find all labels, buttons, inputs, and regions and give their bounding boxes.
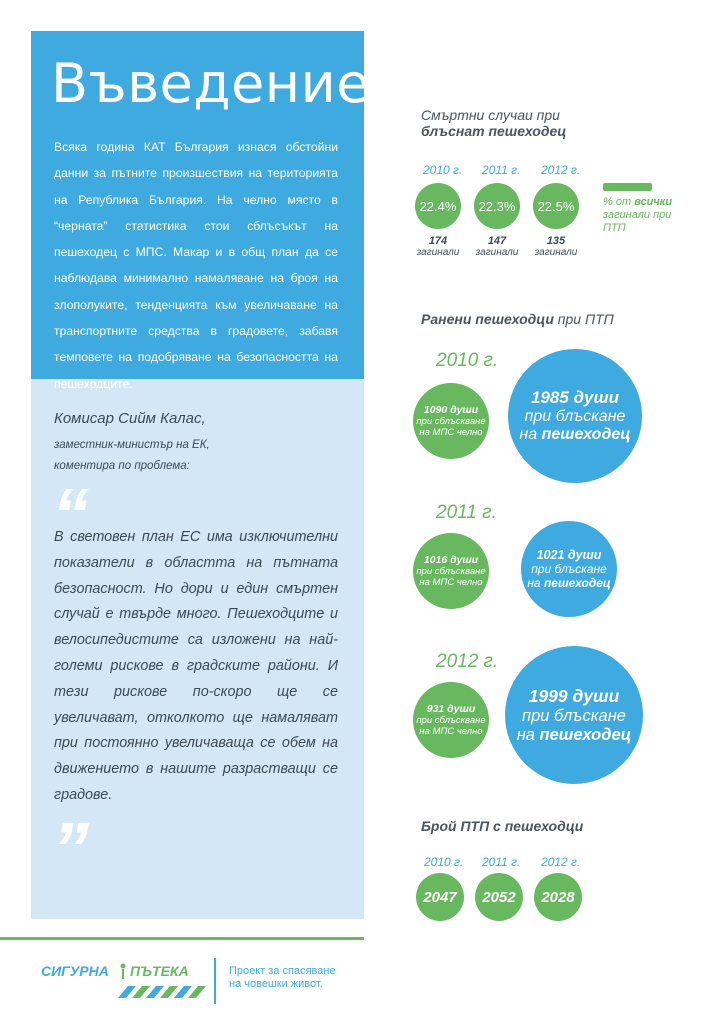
project-text [229,965,336,991]
deaths-count-2011 [472,236,522,258]
deaths-title-line2: блъснат пешеходец [421,123,567,139]
injured-large-txt2b: пешеходец [543,576,611,590]
deaths-year-2012: 2012 г. [541,163,581,177]
injured-large-txt2b: пешеходец [541,426,631,443]
injured-small-2011-value: 1016 души [423,554,479,566]
deaths-title [421,107,566,139]
intro-text: Всяка година КАТ България изнася обстойни данни за пътните произшествия на територията на Република България. На челно място в “черната” статистика стои сблъсъкът на пешеходец с МПС. Макар и в общ план да се наблюдава минимално намаляване на броя на злополуките, тенденцията към увеличаване на транспортните средства в градовете, забавя темповете на подобряване на безопасността на пешеходците. [54,140,338,391]
deaths-title-line1: Смъртни случаи при [421,107,560,123]
deaths-unit: загинали [534,247,578,258]
accidents-2010 [416,873,464,921]
accidents-2011 [475,873,523,921]
injured-small-2012-value: 931 души [426,703,476,715]
open-quote-mark: “ [52,473,89,556]
injured-small-txt1: при сблъскване [416,566,486,577]
legend-swatch [603,183,652,191]
deaths-pct-2010 [415,183,461,229]
injured-large-2012-value: 1999 души [528,685,620,706]
injured-small-txt1: при сблъскване [416,416,486,427]
quote-role-line1: заместник-министър на ЕК, [54,439,210,451]
injured-title [421,311,614,327]
deaths-year-2010: 2010 г. [423,163,463,177]
injured-large-2012 [505,646,643,784]
injured-small-2010-value: 1090 души [423,404,479,416]
logo-crosswalk-icon [112,962,216,1000]
injured-large-2011 [521,521,617,617]
injured-large-txt2 [519,426,630,444]
accidents-2012 [534,873,582,921]
injured-large-txt2a: на [516,725,540,744]
injured-year-2012: 2012 г. [436,651,499,672]
accidents-title: Брой ПТП с пешеходци [421,818,584,834]
quote-author: Комисар Сийм Калас, [54,410,206,427]
injured-large-2011-value: 1021 души [536,548,602,562]
injured-small-txt2: на МПС челно [419,726,483,737]
footer-separator [214,958,216,1004]
injured-small-2011 [413,533,489,609]
accidents-year-2010: 2010 г. [424,855,464,869]
legend-text-c: загинали при ПТП [603,209,672,234]
injured-large-txt1: при блъскане [524,408,626,425]
close-quote-mark: ” [52,807,89,890]
injured-large-txt1: при блъскане [531,562,607,576]
injured-large-txt2 [527,576,610,590]
accidents-2012-value: 2028 [541,888,575,906]
project-line2: на човешки живот. [229,978,323,990]
accidents-2010-value: 2047 [423,888,457,906]
deaths-pct-2011 [474,183,520,229]
quote-role-line2: коментира по проблема: [54,460,190,472]
injured-large-txt2b: пешеходец [539,725,632,744]
quote-text: В световен план ЕС има изключителни показатели в областта на пътната безопасност. Но дори и един смъртен случай е твърде много. Пешеходците и велосипедистите са изложени на най-големи рискове в градските райони. И тези рискове по-скоро ще се увеличават, отколкото ще намаляват при постоянно увеличаваща се обем на движението в нашите разрастващи се градове. [54,529,338,803]
accidents-year-2011: 2011 г. [482,855,521,869]
project-line1: Проект за спасяване [229,965,336,977]
deaths-count-2012-value: 135 [546,235,566,247]
injured-title-b: при ПТП [553,311,614,327]
deaths-unit: загинали [416,247,460,258]
injured-small-txt2: на МПС челно [419,577,483,588]
accidents-year-2012: 2012 г. [541,855,581,869]
injured-large-txt2a: на [527,576,544,590]
logo-text-a: СИГУРНА [41,963,109,979]
page-title: Въведение [51,52,370,115]
injured-large-2010-value: 1985 души [530,388,619,407]
deaths-count-2010-value: 174 [428,235,448,247]
legend-text-b: всички [634,196,673,208]
deaths-pct-2010-value: 22.4% [419,198,457,214]
injured-title-a: Ранени пешеходци [421,311,554,327]
quote-role [54,435,210,477]
footer-divider [0,937,364,940]
injured-large-txt2 [517,726,632,745]
deaths-year-2011: 2011 г. [482,163,521,177]
injured-year-2011: 2011 г. [436,502,497,523]
deaths-count-2010 [413,236,463,258]
accidents-2011-value: 2052 [482,888,516,906]
injured-year-2010: 2010 г. [436,350,499,371]
deaths-pct-2011-value: 22.3% [478,198,516,214]
deaths-count-2011-value: 147 [487,235,507,247]
injured-small-txt2: на МПС челно [419,427,483,438]
logo-text-b: ПЪТЕКА [130,963,189,979]
injured-small-txt1: при сблъскване [416,715,486,726]
deaths-count-2012 [531,236,581,258]
deaths-pct-2012-value: 22.5% [537,198,575,214]
deaths-unit: загинали [475,247,519,258]
injured-large-2010 [508,349,642,483]
injured-small-2010 [413,383,489,459]
injured-large-txt2a: на [519,426,542,443]
legend-text [603,196,683,235]
injured-large-txt1: при блъскане [522,706,626,725]
legend-text-a: % от [603,196,635,208]
deaths-pct-2012 [533,183,579,229]
injured-small-2012 [413,682,489,758]
